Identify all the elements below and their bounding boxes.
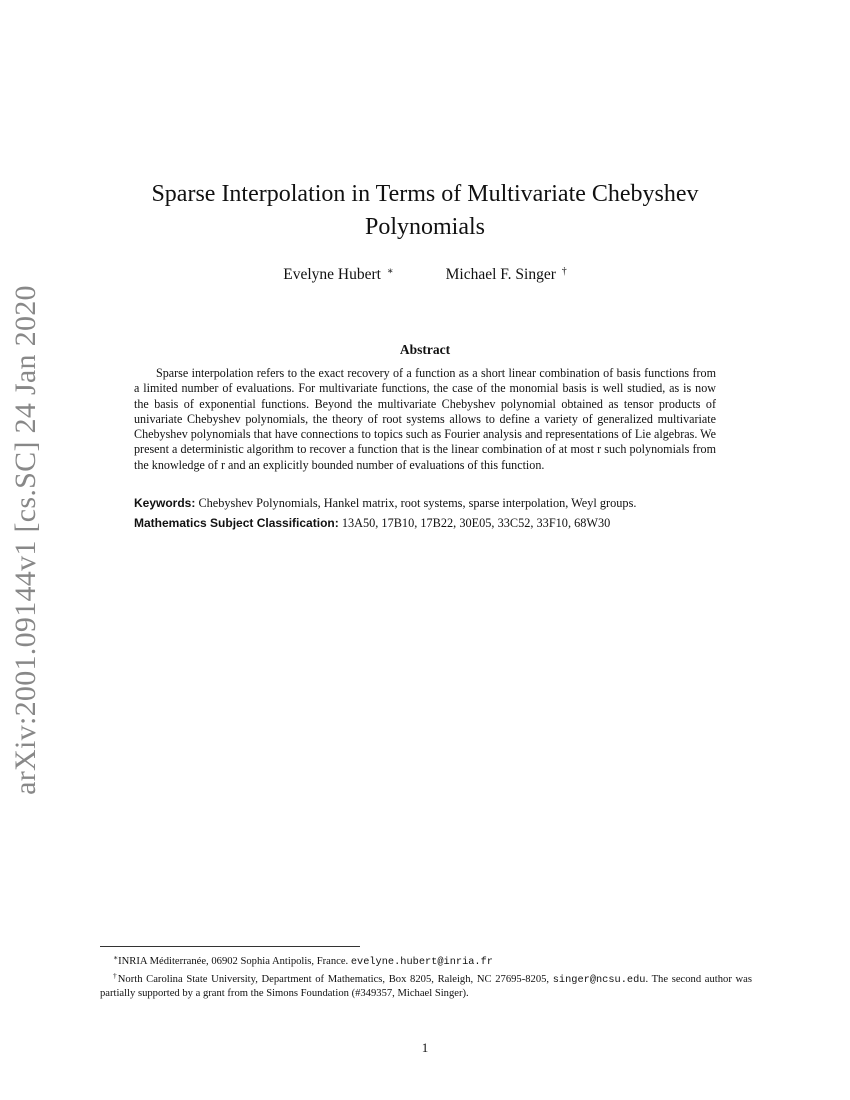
- msc-text: 13A50, 17B10, 17B22, 30E05, 33C52, 33F10, 68W30: [341, 516, 611, 530]
- abstract-body: Sparse interpolation refers to the exact recovery of a function as a short linear combination of basis functions from a limited number of evaluations. For multivariate functions, the case of the monomial basis is well studied, as is now the basis of exponential functions. Beyond the multivariate Chebyshev polynomial obtained as tensor products of univariate Chebyshev polynomials, the theory of root systems allows to define a variety of generalized multivariate Chebyshev polynomials that have connections to topics such as Fourier analysis and representations of Lie algebras. We present a deterministic algorithm to recover a function that is the linear combination of at most r such polynomials from the knowledge of r and an explicitly bounded number of evaluations of this function.: [134, 366, 716, 472]
- author-1-footnote-mark: ∗: [386, 266, 394, 277]
- footnote-1-mark: ∗: [113, 953, 119, 962]
- footnote-2-email: singer@ncsu.edu: [552, 974, 646, 986]
- footnote-2-mark: †: [113, 971, 118, 980]
- footnote-2-text: North Carolina State University, Department of Mathematics, Box 8205, Raleigh, NC 27695-8205,: [117, 974, 550, 985]
- footnote-1-text: INRIA Méditerranée, 06902 Sophia Antipolis, France.: [118, 956, 349, 967]
- footnote-divider: [100, 946, 360, 947]
- paper-title: [100, 178, 750, 244]
- arxiv-identifier-stamp: [5, 285, 47, 795]
- keywords-text: Chebyshev Polynomials, Hankel matrix, root systems, sparse interpolation, Weyl groups.: [198, 496, 637, 510]
- author-1: [283, 266, 393, 284]
- footnote-2: [100, 969, 752, 1001]
- author-2: [446, 266, 567, 284]
- footnote-1-email: evelyne.hubert@inria.fr: [350, 956, 493, 968]
- author-list: [100, 266, 750, 284]
- footnotes: [100, 951, 752, 1001]
- abstract-heading: Abstract: [399, 342, 451, 357]
- msc-line: [134, 516, 734, 531]
- author-1-name: Evelyne Hubert: [283, 266, 381, 283]
- author-2-footnote-mark: †: [561, 266, 567, 277]
- footnote-1: [100, 951, 752, 969]
- keywords-line: [134, 496, 734, 511]
- msc-label: Mathematics Subject Classification:: [134, 516, 339, 530]
- paper-title-line-1: Sparse Interpolation in Terms of Multivariate Chebyshev: [151, 181, 699, 207]
- author-2-name: Michael F. Singer: [445, 266, 556, 283]
- keywords-label: Keywords:: [134, 496, 196, 510]
- footnote-2-continuation: . The second author was partially supported by a grant from the Simons Foundation (#349357, Michael Singer).: [100, 974, 753, 999]
- arxiv-identifier-text: arXiv:2001.09144v1 [cs.SC] 24 Jan 2020: [9, 285, 43, 795]
- page-number: 1: [421, 1040, 429, 1055]
- paper-title-line-2: Polynomials: [364, 214, 485, 240]
